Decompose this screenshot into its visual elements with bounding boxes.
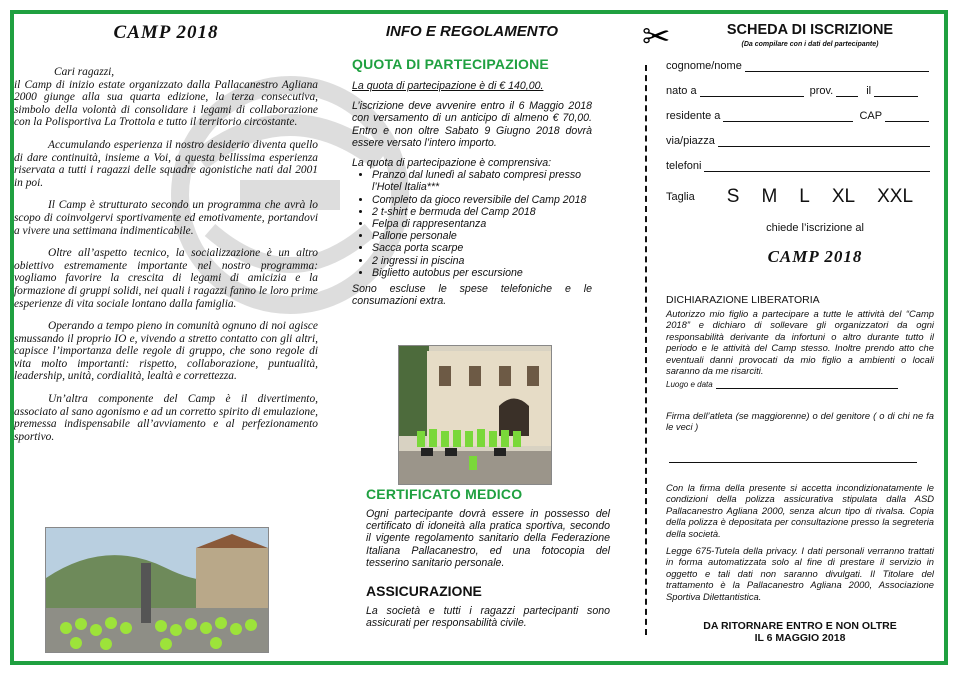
birth-row bbox=[666, 85, 918, 97]
firma-label: Firma dell’atleta (se maggiorenne) o del genitore ( o di chi ne fa le veci ) bbox=[666, 410, 934, 433]
name-row bbox=[666, 60, 929, 72]
size-option[interactable]: XL bbox=[831, 186, 856, 207]
list-item: • 2 ingressi in piscina bbox=[372, 255, 592, 267]
included-list bbox=[352, 169, 592, 279]
form-subtitle: (Da compilare con i dati del partecipante) bbox=[741, 41, 879, 48]
nome-label: cognome/nome bbox=[666, 60, 742, 72]
iscrizione-text: L’iscrizione deve avvenire entro il 6 Maggio 2018 con versamento di un anticipo di almeno € 70,00. Entro e non oltre Sabato 9 Giugno 2018 dovrà essere versato l’intero importo. bbox=[352, 100, 592, 149]
deadline-note bbox=[666, 620, 934, 644]
chiede-text: chiede l’iscrizione al bbox=[766, 222, 864, 234]
letter-paragraph: il Camp di inizio estate organizzato dalla Pallacanestro Agliana 2000 giunge alla sua quarta edizione, la terza consecutiva, simbolo della volontà di consolidare i legami di collaborazione con la Polisportiva La Trottola e tutto il territorio circostante. bbox=[14, 78, 318, 129]
nato-label: nato a bbox=[666, 85, 697, 97]
firma-field[interactable] bbox=[669, 452, 917, 463]
via-label: via/piazza bbox=[666, 135, 715, 147]
dichiarazione bbox=[666, 294, 934, 376]
cap-field[interactable] bbox=[885, 111, 929, 122]
nato-field[interactable] bbox=[700, 86, 804, 97]
birthdate-field[interactable] bbox=[874, 86, 918, 97]
luogo-field[interactable] bbox=[716, 378, 898, 389]
size-option[interactable]: S bbox=[726, 186, 740, 207]
dich-text: Autorizzo mio figlio a partecipare a tutte le attività del “Camp 2018” e dichiaro di sollevare gli organizzatori da ogni responsabilità derivante da infortuni o altro durante tutto il periodo e le attività del Camp stesso. Inoltre prendo atto che eventuali danni provocati da mio figlio a ambienti o locali saranno da me risarciti. bbox=[666, 308, 934, 377]
letter-paragraph: Oltre all’aspetto tecnico, la socializzazione è un altro obiettivo estremamente importante nel nostro programma: vogliamo favorire la crescita di legami di amicizia e la formazione di gruppi solidi, nei quali i ragazzi fanno le loro prime esperienze di vita sociale lontano dalla famiglia. bbox=[14, 247, 318, 310]
telefoni-label: telefoni bbox=[666, 160, 702, 172]
size-option[interactable]: L bbox=[799, 186, 810, 207]
assicurazione-heading: ASSICURAZIONE bbox=[366, 583, 482, 600]
list-item: • 2 t-shirt e bermuda del Camp 2018 bbox=[372, 206, 592, 218]
nome-field[interactable] bbox=[745, 61, 929, 72]
list-item: • Pallone personale bbox=[372, 230, 592, 242]
residente-label: residente a bbox=[666, 110, 721, 122]
camp-title: CAMP 2018 bbox=[113, 22, 219, 43]
list-item: • Felpa di rappresentanza bbox=[372, 218, 592, 230]
camp-group-photo bbox=[45, 527, 269, 653]
il-label: il bbox=[866, 85, 872, 97]
size-option[interactable]: XXL bbox=[877, 186, 914, 207]
letter-paragraph: Operando a tempo pieno in comunità ognuno di noi agisce smussando il proprio IO e, vivendo a stretto contatto con gli altri, capisce l’importanza delle regole di gruppo, che sono regole di vita molto importanti: rispetto, collaborazione, puntualità, leadership, unità, cordialità, lealtà e correttezza. bbox=[14, 320, 318, 383]
hotel-photo bbox=[398, 345, 552, 485]
via-field[interactable] bbox=[718, 136, 930, 147]
form-camp-title: CAMP 2018 bbox=[767, 247, 863, 266]
info-title: INFO E REGOLAMENTO bbox=[385, 23, 559, 40]
quota-heading: QUOTA DI PARTECIPAZIONE bbox=[352, 56, 549, 72]
prov-field[interactable] bbox=[836, 86, 858, 97]
letter-paragraph: Il Camp è strutturato secondo un programma che avrà lo scopo di coinvolgervi sportivamente ed emotivamente, portandovi a vivere una settimana indimenticabile. bbox=[14, 199, 318, 237]
quota-price: La quota di partecipazione è di € 140,00. bbox=[352, 80, 544, 92]
privacy-text: Legge 675-Tutela della privacy. I dati personali verranno trattati in forma automatizzata solo al fine di prestare il servizio in oggetto e tali dati non saranno divulgati. Il Titolare del trattamento è la Pallacanestro Agliana 2000, Associazione Sportiva Dilettantistica. bbox=[666, 545, 934, 602]
hotel-photo-drawing bbox=[399, 346, 551, 484]
form-title: SCHEDA DI ISCRIZIONE bbox=[726, 22, 894, 38]
deadline-line-2: IL 6 MAGGIO 2018 bbox=[754, 632, 846, 644]
letter-greeting: Cari ragazzi, bbox=[54, 66, 115, 78]
polizza-text: Con la firma della presente si accetta incondizionatamente le condizioni della polizza assicurativa stipulata dalla ASD Pallacanestro Agliana 2000, senza alcun tipo di rivalsa. Copia della polizza è depositata per consultazione presso la segreteria della società. bbox=[666, 482, 934, 539]
residente-field[interactable] bbox=[723, 111, 853, 122]
size-row bbox=[666, 186, 913, 208]
escluse-text: Sono escluse le spese telefoniche e le consumazioni extra. bbox=[352, 283, 592, 308]
telefoni-field[interactable] bbox=[704, 161, 930, 172]
cap-label: CAP bbox=[859, 110, 883, 122]
scissors-icon: ✂ bbox=[642, 18, 671, 56]
prov-label: prov. bbox=[809, 85, 834, 97]
luogo-label: Luogo e data bbox=[666, 380, 713, 389]
letter-paragraph: Un’altra componente del Camp è il divertimento, associato al sano agonismo e ad un corretto spirito di emulazione, premessa indispensabile all’avviamento e al perfezionamento sportivo. bbox=[14, 393, 318, 443]
info-lower bbox=[366, 486, 610, 629]
luogo-row bbox=[666, 378, 898, 389]
cut-line bbox=[645, 65, 647, 635]
list-item: • Completo da gioco reversibile del Camp 2018 bbox=[372, 194, 592, 206]
assicurazione-text: La società e tutti i ragazzi partecipanti sono assicurati per responsabilità civile. bbox=[366, 605, 610, 630]
list-item: • Biglietto autobus per escursione bbox=[372, 267, 592, 279]
size-option[interactable]: M bbox=[761, 186, 778, 207]
comprende-text: La quota di partecipazione è comprensiva: bbox=[352, 157, 552, 170]
residence-row bbox=[666, 110, 929, 122]
taglia-label: Taglia bbox=[666, 191, 695, 203]
deadline-line-1: DA RITORNARE ENTRO E NON OLTRE bbox=[703, 620, 897, 632]
address-row bbox=[666, 135, 930, 147]
list-item: • Pranzo dal lunedì al sabato compresi presso l’Hotel Italia*** bbox=[372, 169, 592, 193]
list-item: • Sacca porta scarpe bbox=[372, 242, 592, 254]
phone-row bbox=[666, 160, 930, 172]
certificato-heading: CERTIFICATO MEDICO bbox=[366, 486, 523, 502]
certificato-text: Ogni partecipante dovrà essere in possesso del certificato di idoneità alla pratica sportiva, secondo il vigente regolamento sanitario della Federazione Italiana Pallacanestro, ed una fotocopia del tesserino sanitario personale. bbox=[366, 508, 610, 569]
dich-title: DICHIARAZIONE LIBERATORIA bbox=[666, 294, 820, 306]
camp-group-photo-drawing bbox=[46, 528, 268, 652]
letter-paragraph: Accumulando esperienza il nostro desiderio diventa quello di dare continuità, insieme a Voi, a questa bellissima esperienza riservata a tutti i ragazzi delle squadre agonistiche nati dal 2001 in poi. bbox=[14, 138, 318, 189]
